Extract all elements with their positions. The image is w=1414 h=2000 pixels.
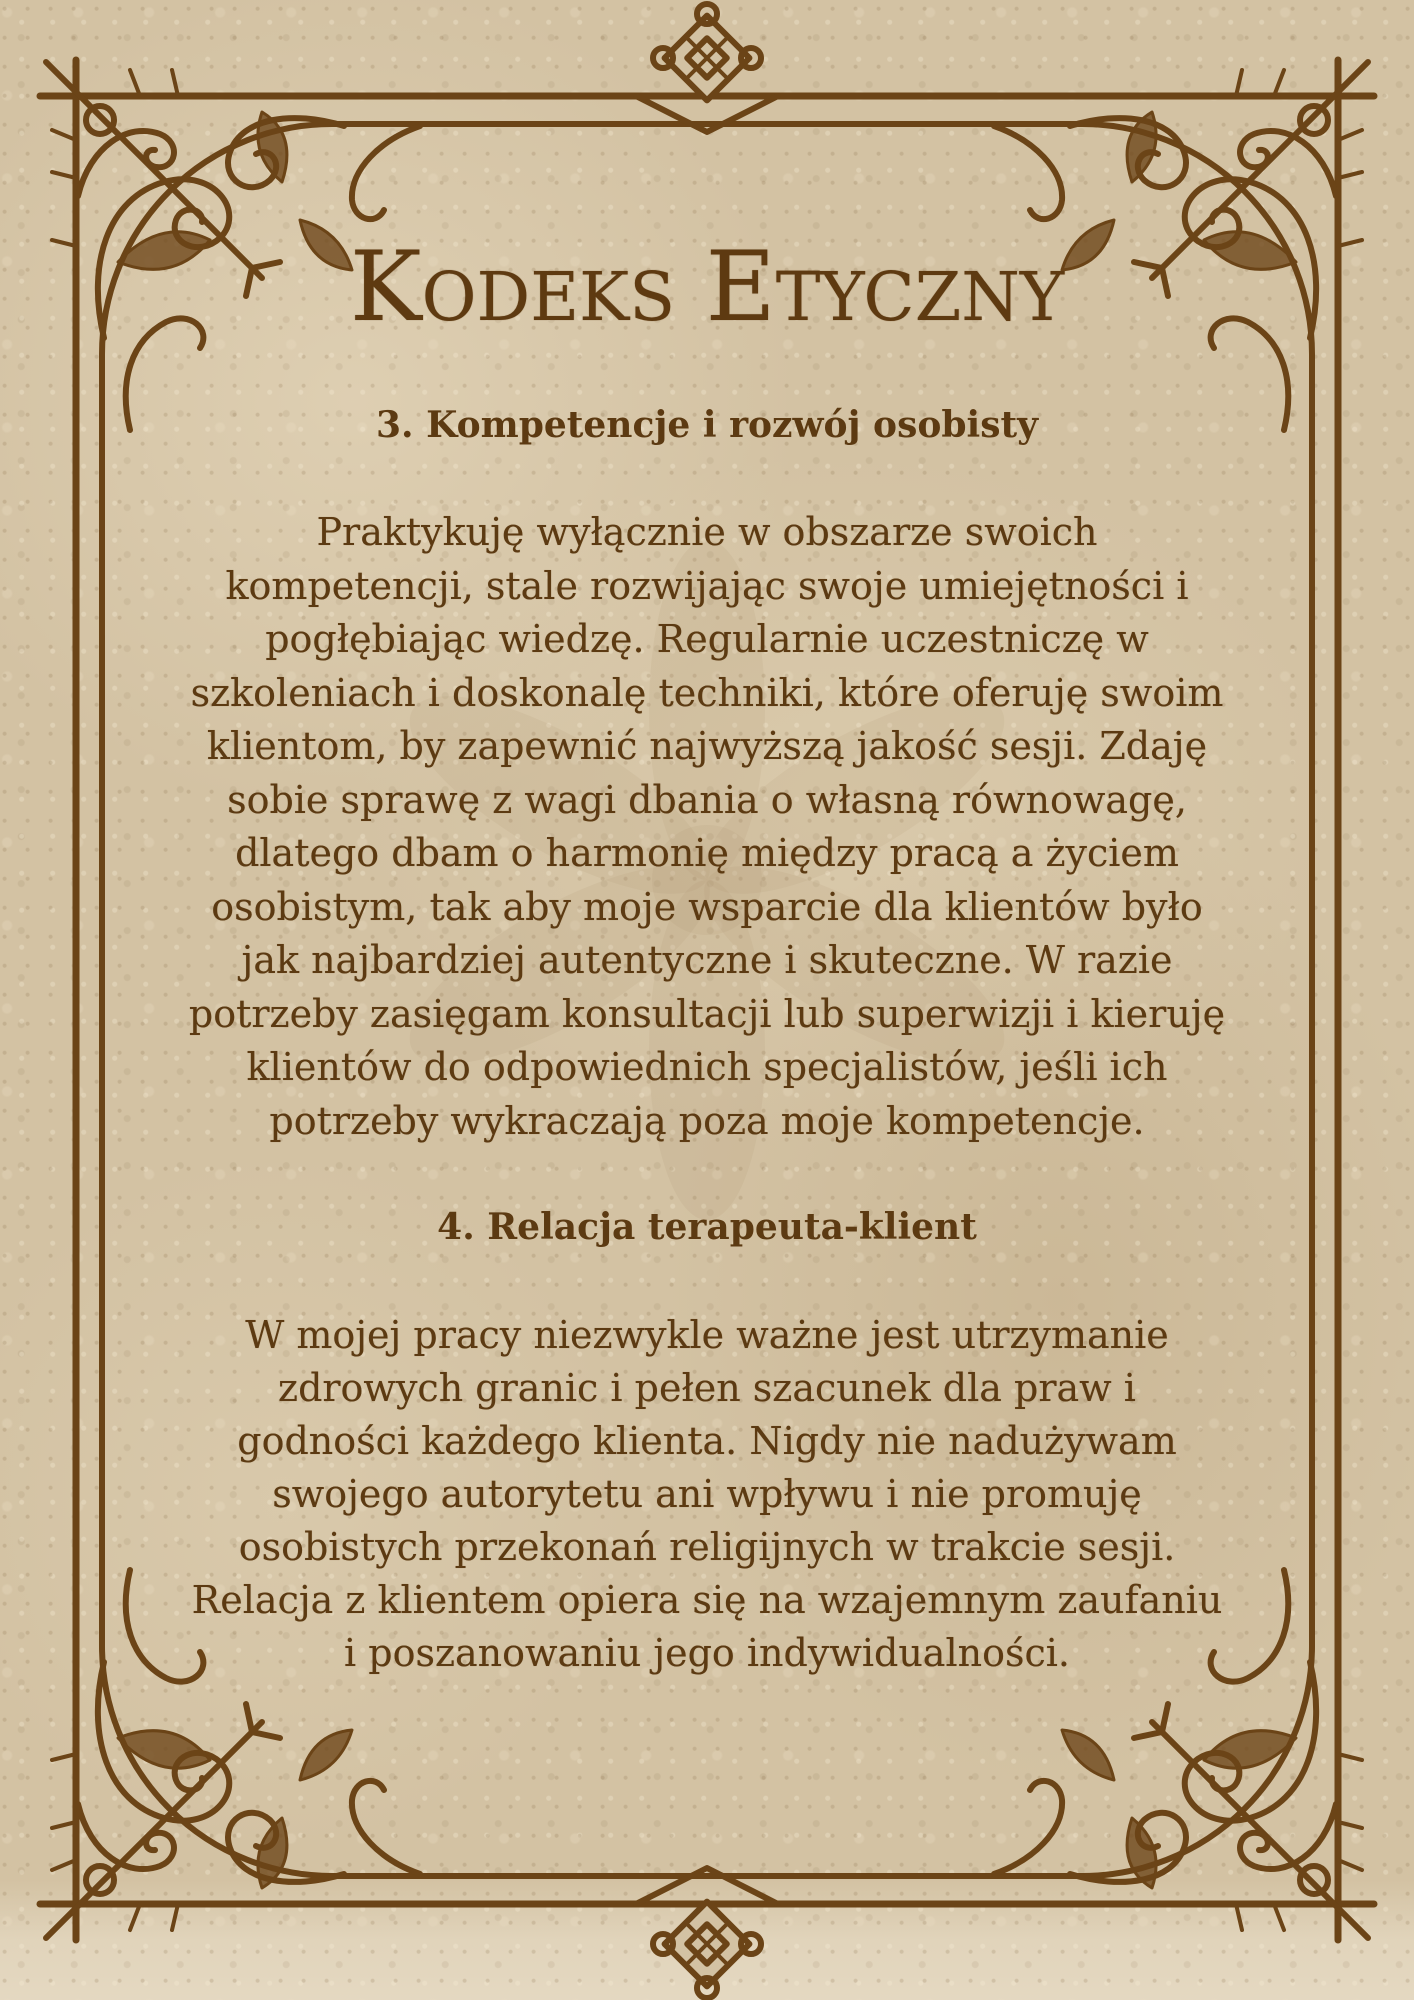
paragraph-line: sobie sprawę z wagi dbania o własną równowagę, bbox=[227, 777, 1187, 822]
paragraph-line: osobistym, tak aby moje wsparcie dla klientów było bbox=[211, 884, 1203, 929]
paragraph-line: kompetencji, stale rozwijając swoje umiejętności i bbox=[225, 563, 1189, 608]
paragraph-line: klientów do odpowiednich specjalistów, jeśli ich bbox=[246, 1045, 1168, 1089]
paragraph-line: szkoleniach i doskonalę techniki, które oferuję swoim bbox=[190, 670, 1224, 715]
paragraph-line: osobistych przekonań religijnych w trakcie sesji. bbox=[238, 1525, 1176, 1569]
paragraph-line: i poszanowaniu jego indywidualności. bbox=[344, 1631, 1070, 1675]
paragraph-line: Relacja z klientem opiera się na wzajemnym zaufaniu bbox=[191, 1578, 1223, 1622]
paragraph-line: pogłębiając wiedzę. Regularnie uczestniczę w bbox=[265, 617, 1149, 661]
section-paragraph bbox=[0, 1309, 1414, 1680]
paragraph-line: dlatego dbam o harmonię między pracą a życiem bbox=[235, 831, 1179, 875]
paragraph-line: swojego autorytetu ani wpływu i nie promuję bbox=[272, 1472, 1142, 1516]
bottom-knot-ornament bbox=[636, 1868, 778, 1998]
section-heading: 3. Kompetencje i rozwój osobisty bbox=[375, 404, 1039, 446]
paragraph-line: W mojej pracy niezwykle ważne jest utrzymanie bbox=[245, 1313, 1169, 1357]
paragraph-line: jak najbardziej autentyczne i skuteczne. W razie bbox=[241, 938, 1173, 982]
paragraph-line: klientom, by zapewnić najwyższą jakość sesji. Zdaję bbox=[206, 724, 1208, 768]
top-knot-ornament bbox=[636, 4, 778, 132]
section-heading: 4. Relacja terapeuta-klient bbox=[437, 1206, 977, 1248]
paragraph-line: potrzeby zasięgam konsultacji lub superwizji i kieruję bbox=[188, 991, 1226, 1036]
section-paragraph bbox=[0, 506, 1414, 1148]
paragraph-line: godności każdego klienta. Nigdy nie nadużywam bbox=[237, 1419, 1177, 1463]
paragraph-line: zdrowych granic i pełen szacunek dla praw i bbox=[278, 1366, 1136, 1410]
document-title: Kodeks Etyczny bbox=[349, 231, 1065, 343]
paragraph-line: Praktykuję wyłącznie w obszarze swoich bbox=[316, 510, 1098, 554]
paragraph-line: potrzeby wykraczają poza moje kompetencje. bbox=[269, 1098, 1145, 1143]
